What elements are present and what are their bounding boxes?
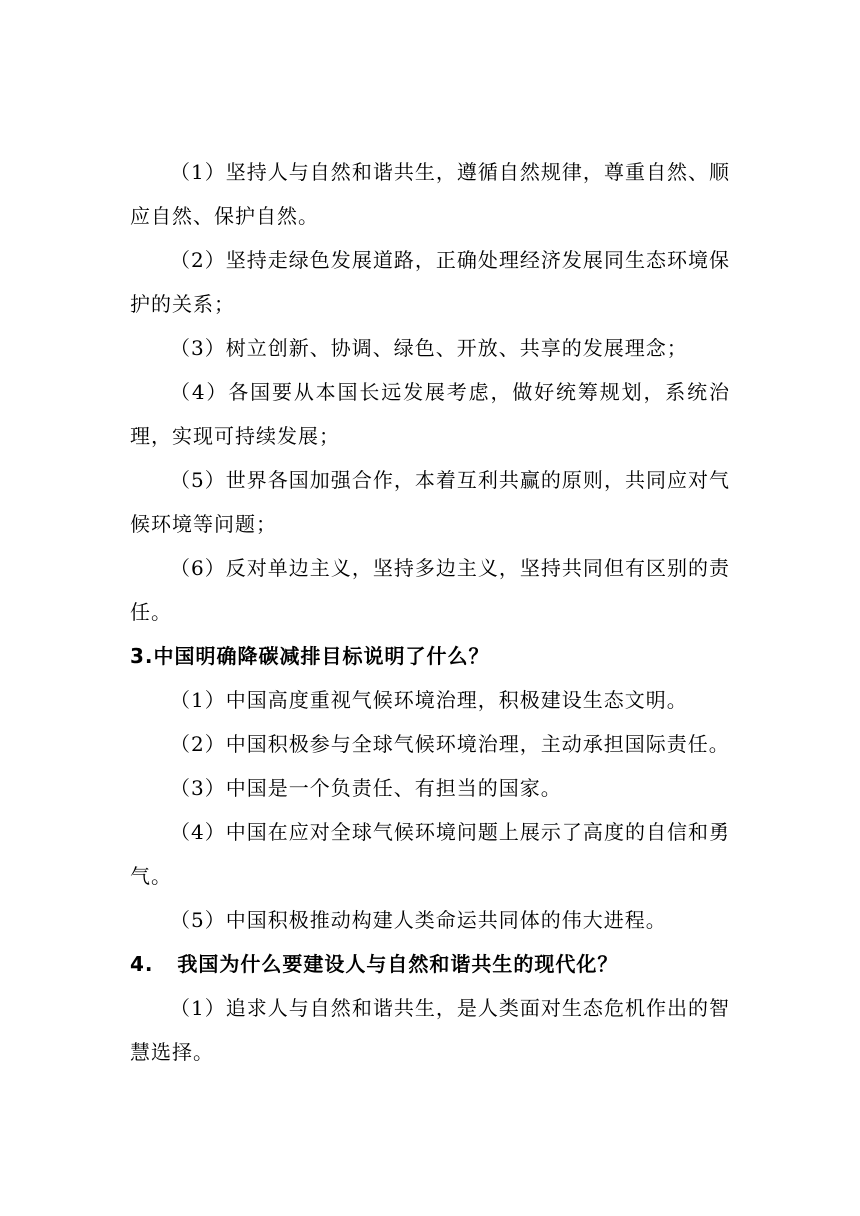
document-body bbox=[130, 150, 730, 1074]
section-4-heading: 4. 我国为什么要建设人与自然和谐共生的现代化？ bbox=[130, 952, 619, 976]
section-3-item-5: （5）中国积极推动构建人类命运共同体的伟大进程。 bbox=[170, 908, 667, 932]
section-2-item-2: （2）坚持走绿色发展道路，正确处理经济发展同生态环境保护的关系； bbox=[130, 248, 730, 316]
section-2-item-4: （4）各国要从本国长远发展考虑，做好统筹规划，系统治理，实现可持续发展； bbox=[130, 380, 730, 448]
section-2-item-5: （5）世界各国加强合作，本着互利共赢的原则，共同应对气候环境等问题； bbox=[130, 468, 730, 536]
section-2-item-1: （1）坚持人与自然和谐共生，遵循自然规律，尊重自然、顺应自然、保护自然。 bbox=[130, 160, 730, 228]
section-3-item-2: （2）中国积极参与全球气候环境治理，主动承担国际责任。 bbox=[170, 732, 730, 756]
section-3-item-3: （3）中国是一个负责任、有担当的国家。 bbox=[170, 776, 562, 800]
section-2-item-3: （3）树立创新、协调、绿色、开放、共享的发展理念； bbox=[170, 336, 688, 360]
section-2-item-6: （6）反对单边主义，坚持多边主义，坚持共同但有区别的责任。 bbox=[130, 556, 730, 624]
section-3-heading: 3.中国明确降碳减排目标说明了什么？ bbox=[130, 644, 490, 668]
section-4-item-1: （1）追求人与自然和谐共生，是人类面对生态危机作出的智慧选择。 bbox=[130, 996, 730, 1064]
section-3-item-4: （4）中国在应对全球气候环境问题上展示了高度的自信和勇气。 bbox=[130, 820, 730, 888]
section-3-item-1: （1）中国高度重视气候环境治理，积极建设生态文明。 bbox=[170, 688, 688, 712]
